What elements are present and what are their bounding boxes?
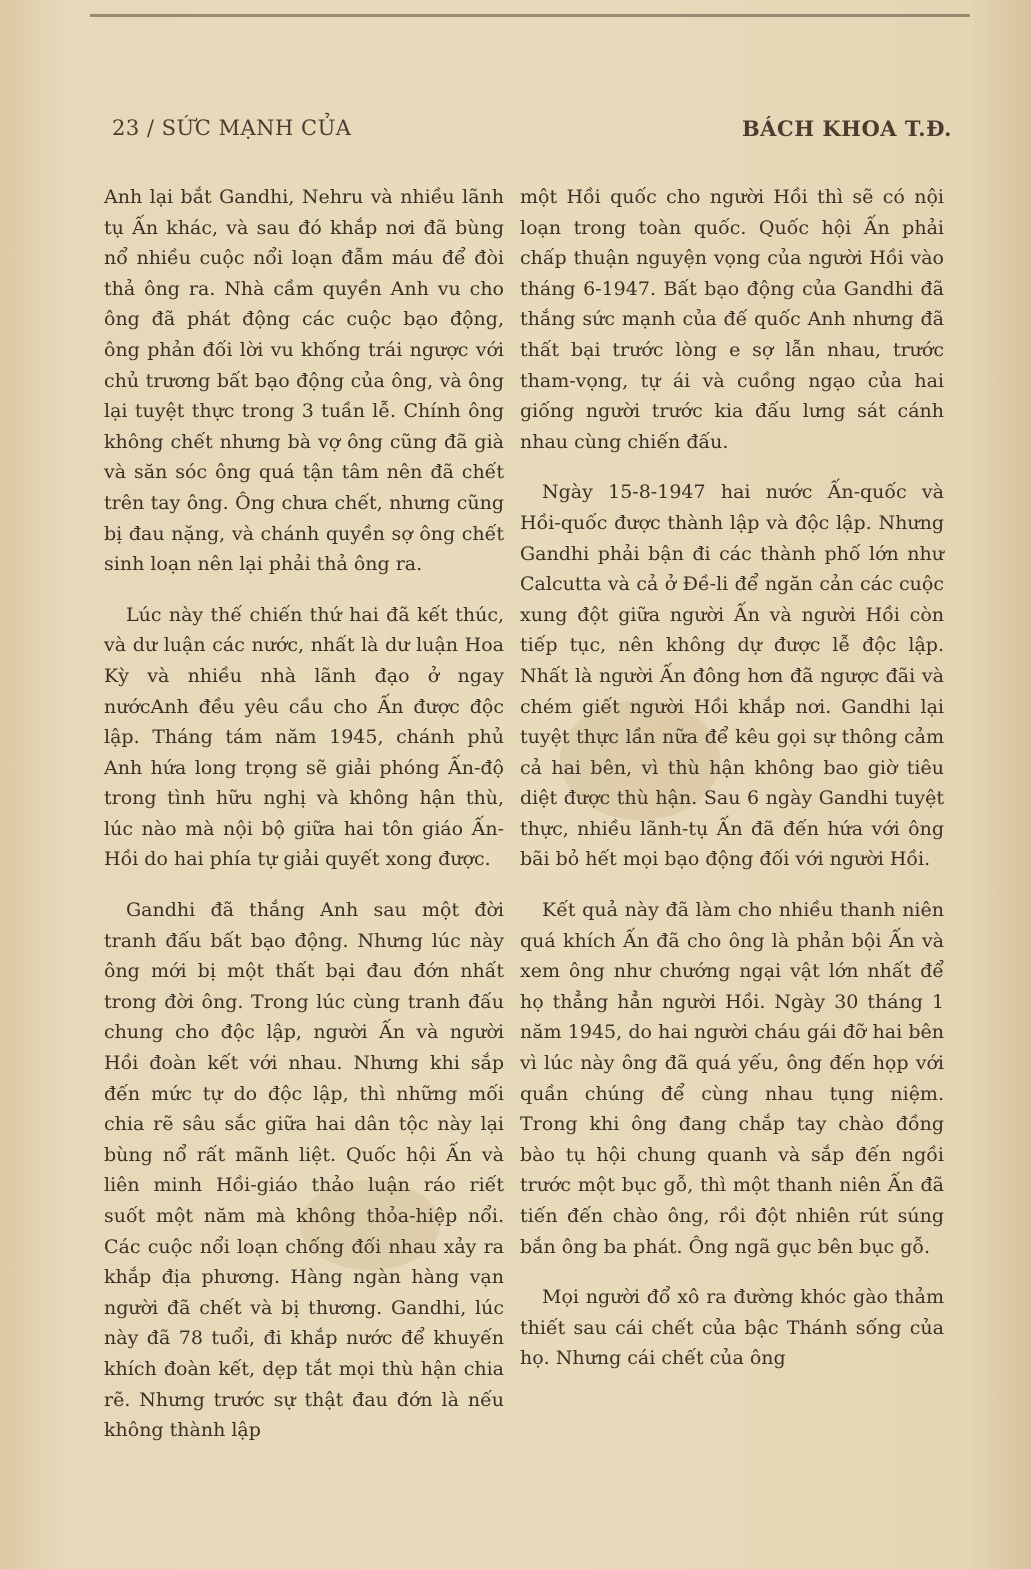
paragraph: Anh lại bắt Gandhi, Nehru và nhiều lãnh tụ Ấn khác, và sau đó khắp nơi đã bùng nổ nhiều cuộc nổi loạn đẫm máu để đòi thả ông ra. Nhà cầm quyền Anh vu cho ông đã phát động các cuộc bạo động, ông phản đối lời vu khống trái ngược với chủ trương bất bạo động của ông, và ông lại tuyệt thực trong 3 tuần lễ. Chính ông không chết nhưng bà vợ ông cũng đã già và săn sóc ông quá tận tâm nên đã chết trên tay ông. Ông chưa chết, nhưng cũng bị đau nặng, và chánh quyền sợ ông chết sinh loạn nên lại phải thả ông ra. <box>104 186 504 576</box>
left-column <box>104 182 504 1466</box>
paragraph: Ngày 15-8-1947 hai nước Ấn-quốc và Hồi-quốc được thành lập và độc lập. Nhưng Gandhi phải bận đi các thành phố lớn như Calcutta và cả ở Đề-li để ngăn cản các cuộc xung đột giữa người Ấn và người Hồi còn tiếp tục, nên không dự được lễ độc lập. Nhất là người Ấn đông hơn đã ngược đãi và chém giết người Hồi khắp nơi. Gandhi lại tuyệt thực lần nữa để kêu gọi sự thông cảm cả hai bên, vì thù hận không bao giờ tiêu diệt được thù hận. Sau 6 ngày Gandhi tuyệt thực, nhiều lãnh-tụ Ấn đã đến hứa với ông bãi bỏ hết mọi bạo động đối với người Hồi. <box>520 481 944 871</box>
paragraph: Lúc này thế chiến thứ hai đã kết thúc, và dư luận các nước, nhất là dư luận Hoa Kỳ và nhiều nhà lãnh đạo ở ngay nướcAnh đều yêu cầu cho Ấn được độc lập. Tháng tám năm 1945, chánh phủ Anh hứa long trọng sẽ giải phóng Ấn-độ trong tình hữu nghị và không hận thù, lúc nào mà nội bộ giữa hai tôn giáo Ấn-Hồi do hai phía tự giải quyết xong được. <box>104 603 504 871</box>
header-right: BÁCH KHOA T.Đ. <box>741 116 952 141</box>
paragraph: Gandhi đã thắng Anh sau một đời tranh đấu bất bạo động. Nhưng lúc này ông mới bị một thất bại đau đớn nhất trong đời ông. Trong lúc cùng tranh đấu chung cho độc lập, người Ấn và người Hồi đoàn kết với nhau. Nhưng khi sắp đến mức tự do độc lập, thì những mối chia rẽ sâu sắc giữa hai dân tộc này lại bùng nổ rất mãnh liệt. Quốc hội Ấn và liên minh Hồi-giáo thảo luận ráo riết suốt một năm mà không thỏa-hiệp nổi. Các cuộc nổi loạn chống đối nhau xảy ra khắp địa phương. Hàng ngàn hàng vạn người đã chết và bị thương. Gandhi, lúc này đã 78 tuổi, đi khắp nước để khuyến khích đoàn kết, dẹp tắt mọi thù hận chia rẽ. Nhưng trước sự thật đau đớn là nếu không thành lập <box>104 899 504 1442</box>
paragraph: Kết quả này đã làm cho nhiều thanh niên quá khích Ấn đã cho ông là phản bội Ấn và xem ông như chướng ngại vật lớn nhất để họ thẳng hẳn người Hồi. Ngày 30 tháng 1 năm 1945, do hai người cháu gái đỡ hai bên vì lúc này ông đã quá yếu, ông đến họp với quần chúng để cùng nhau tụng niệm. Trong khi ông đang chắp tay chào đồng bào tụ hội chung quanh và sắp đến ngồi trước một bục gỗ, thì một thanh niên Ấn đã tiến đến chào ông, rồi đột nhiên rút súng bắn ông ba phát. Ông ngã gục bên bục gỗ. <box>520 899 944 1258</box>
paragraph: Mọi người đổ xô ra đường khóc gào thảm thiết sau cái chết của bậc Thánh sống của họ. Nhưng cái chết của ông <box>520 1286 944 1370</box>
top-rule <box>90 14 970 17</box>
right-column <box>520 182 944 1394</box>
page-header <box>112 116 952 146</box>
header-left: 23 / SỨC MẠNH CỦA <box>112 116 352 140</box>
paragraph: một Hồi quốc cho người Hồi thì sẽ có nội loạn trong toàn quốc. Quốc hội Ấn phải chấp thuận nguyện vọng của người Hồi vào tháng 6-1947. Bất bạo động của Gandhi đã thắng sức mạnh của đế quốc Anh nhưng đã thất bại trước lòng e sợ lẫn nhau, trước tham-vọng, tự ái và cuồng ngạo của hai giống người trước kia đấu lưng sát cánh nhau cùng chiến đấu. <box>520 186 944 453</box>
